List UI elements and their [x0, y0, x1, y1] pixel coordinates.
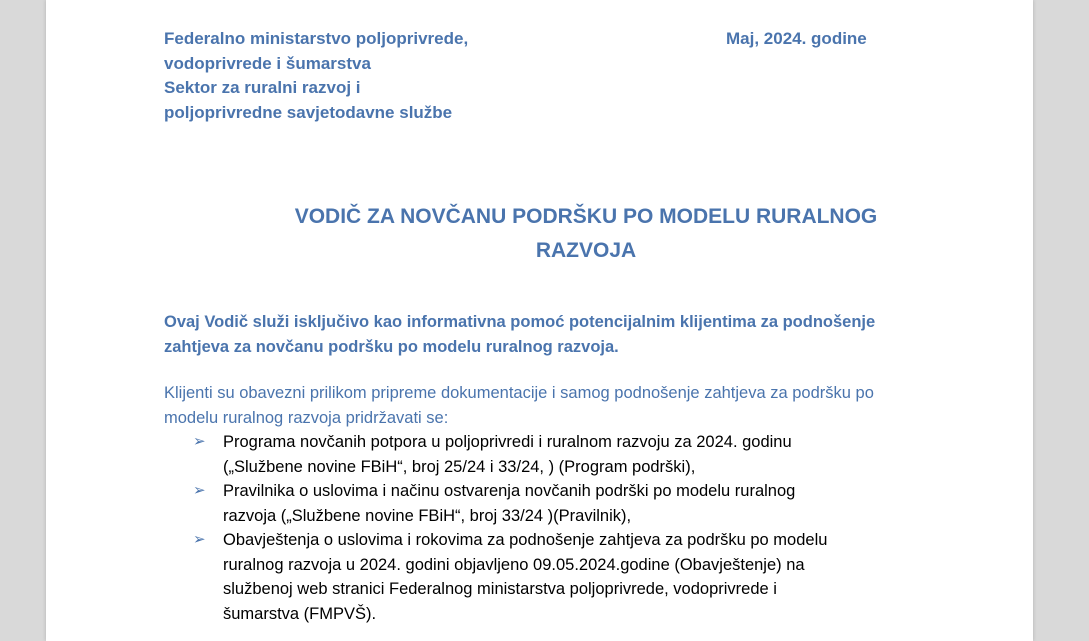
ministry-header — [164, 27, 468, 125]
list-item-line: ruralnog razvoja u 2024. godini objavljeno 09.05.2024.godine (Obavještenje) na — [223, 555, 805, 574]
title-line: VODIČ ZA NOVČANU PODRŠKU PO MODELU RURALNOG — [294, 205, 878, 228]
intro-statement — [164, 310, 934, 360]
arrow-bullet-icon: ➢ — [193, 433, 206, 450]
list-item — [193, 528, 827, 626]
intro-line: Ovaj Vodič služi isključivo kao informativna pomoć potencijalnim klijentima za podnošenje — [164, 313, 876, 331]
ministry-line: Federalno ministarstvo poljoprivrede, — [164, 29, 469, 48]
title-line: RAZVOJA — [535, 239, 637, 262]
list-item-line: razvoja („Službene novine FBiH“, broj 33/24 )(Pravilnik), — [223, 506, 632, 525]
list-item — [193, 479, 827, 528]
list-item-line: Pravilnika o uslovima i načinu ostvarenja novčanih podrški po modelu ruralnog — [223, 482, 796, 500]
list-item-line: Obavještenja o uslovima i rokovima za podnošenje zahtjeva za podršku po modelu — [223, 531, 828, 549]
arrow-bullet-icon: ➢ — [193, 531, 206, 548]
list-item-line: službenoj web stranici Federalnog ministarstva poljoprivrede, vodoprivrede i — [223, 580, 777, 598]
intro-line: zahtjeva za novčanu podršku po modelu ruralnog razvoja. — [164, 338, 619, 356]
arrow-bullet-icon: ➢ — [193, 482, 206, 499]
document-title — [246, 200, 926, 268]
document-date: Maj, 2024. godine — [726, 29, 867, 48]
ministry-line: vodoprivrede i šumarstva — [164, 53, 371, 73]
list-item-line: („Službene novine FBiH“, broj 25/24 i 33/24, ) (Program podrški), — [223, 457, 696, 476]
ministry-line: Sektor za ruralni razvoj i — [164, 78, 361, 97]
regulations-list — [193, 430, 827, 626]
list-item — [193, 430, 827, 479]
paragraph-line: modelu ruralnog razvoja pridržavati se: — [164, 409, 449, 427]
ministry-line: poljoprivredne savjetodavne službe — [164, 102, 453, 122]
requirements-paragraph — [164, 381, 874, 431]
list-item-line: Programa novčanih potpora u poljoprivredi i ruralnom razvoju za 2024. godinu — [223, 433, 792, 451]
document-page — [46, 0, 1033, 641]
paragraph-line: Klijenti su obavezni prilikom pripreme dokumentacije i samog podnošenje zahtjeva za podršku po — [164, 384, 874, 402]
list-item-line: šumarstva (FMPVŠ). — [223, 604, 377, 623]
